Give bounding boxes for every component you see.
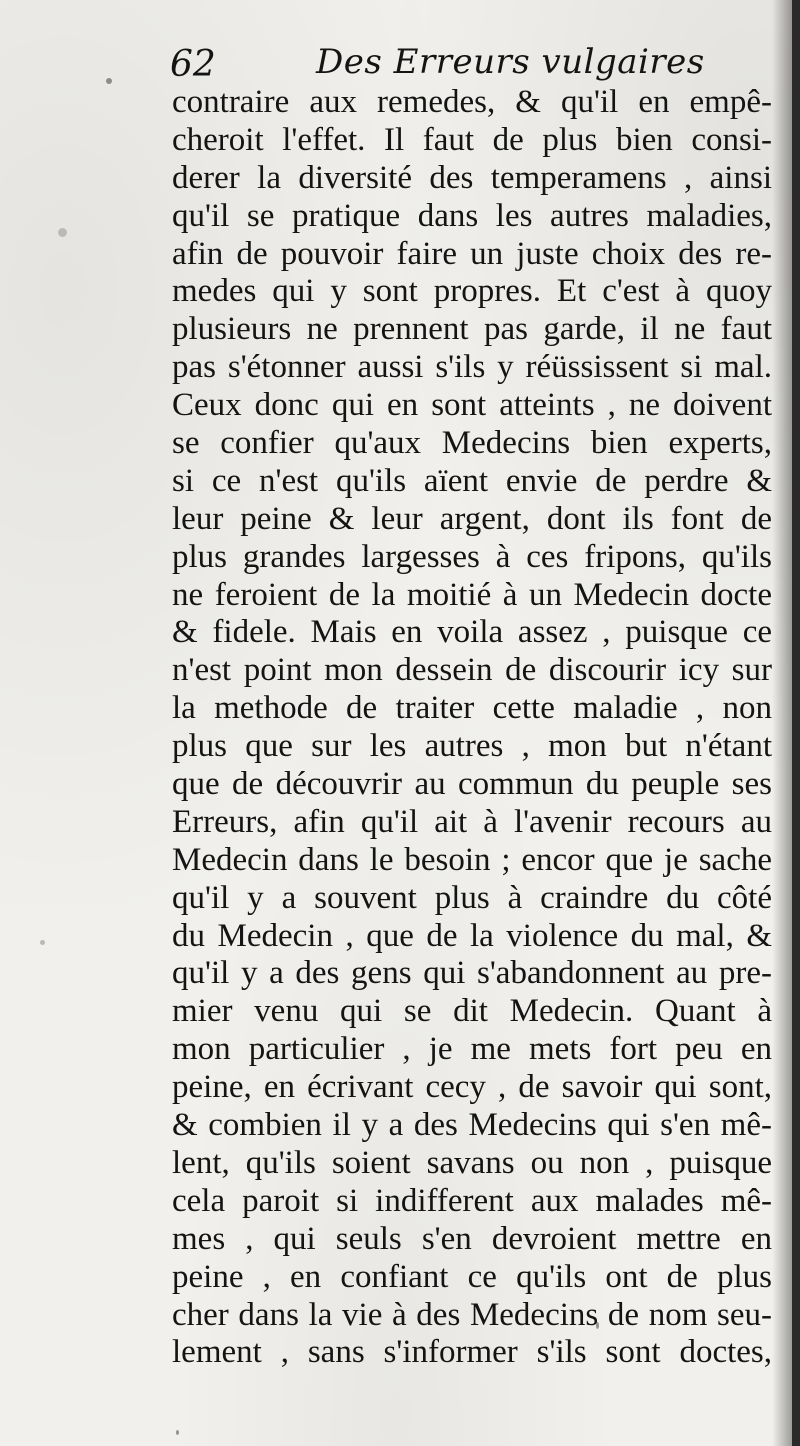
text-line: cheroit l'effet. Il faut de plus bien consi- — [172, 121, 772, 158]
text-line: si ce n'est qu'ils aïent envie de perdre & — [172, 462, 772, 499]
text-line: peine, en écrivant cecy , de savoir qui sont, — [172, 1069, 772, 1106]
text-line: Erreurs, afin qu'il ait à l'avenir recours au — [172, 803, 772, 840]
body-text — [172, 84, 772, 1372]
text-line: qu'il y a des gens qui s'abandonnent au pre- — [172, 955, 772, 992]
text-line: peine , en confiant ce qu'ils ont de plus — [172, 1258, 772, 1295]
text-line: n'est point mon dessein de discourir icy sur — [172, 652, 772, 689]
paper-speck — [176, 1430, 179, 1435]
text-line: Ceux donc qui en sont atteints , ne doivent — [172, 387, 772, 424]
text-line: & combien il y a des Medecins qui s'en mê- — [172, 1107, 772, 1144]
page-number: 62 — [170, 44, 216, 85]
text-line: pas s'étonner aussi s'ils y réüssissent si mal. — [172, 349, 772, 386]
text-line: qu'il y a souvent plus à craindre du côté — [172, 879, 772, 916]
text-line: & fidele. Mais en voila assez , puisque ce — [172, 614, 772, 651]
text-line: mier venu qui se dit Medecin. Quant à — [172, 993, 772, 1030]
text-line: afin de pouvoir faire un juste choix des re- — [172, 235, 772, 272]
text-line: plusieurs ne prennent pas garde, il ne faut — [172, 311, 772, 348]
text-line: Medecin dans le besoin ; encor que je sache — [172, 841, 772, 878]
text-line: leur peine & leur argent, dont ils font de — [172, 500, 772, 537]
text-line: mon particulier , je me mets fort peu en — [172, 1031, 772, 1068]
paper-speck — [40, 940, 45, 945]
text-line: du Medecin , que de la violence du mal, & — [172, 917, 772, 954]
text-line: mes , qui seuls s'en devroient mettre en — [172, 1220, 772, 1257]
text-line: plus que sur les autres , mon but n'étant — [172, 728, 772, 765]
paper-speck — [58, 228, 67, 237]
text-line: contraire aux remedes, & qu'il en empê- — [172, 84, 772, 120]
running-title: Des Erreurs vulgaires — [316, 42, 705, 82]
text-line: que de découvrir au commun du peuple ses — [172, 766, 772, 803]
text-line: qu'il se pratique dans les autres maladies, — [172, 197, 772, 234]
text-line: derer la diversité des temperamens , ainsi — [172, 159, 772, 196]
text-line: la methode de traiter cette maladie , non — [172, 690, 772, 727]
paper-speck — [106, 78, 112, 84]
text-line: cher dans la vie à des Medecins de nom seu- — [172, 1296, 772, 1333]
text-line: medes qui y sont propres. Et c'est à quoy — [172, 273, 772, 310]
text-line: lement , sans s'informer s'ils sont doctes, — [172, 1334, 772, 1371]
text-line: plus grandes largesses à ces fripons, qu'ils — [172, 538, 772, 575]
page-edge-shadow — [772, 0, 792, 1446]
paper-speck — [596, 1322, 599, 1329]
text-line: se confier qu'aux Medecins bien experts, — [172, 425, 772, 462]
text-line: cela paroit si indifferent aux malades mê- — [172, 1182, 772, 1219]
text-line: lent, qu'ils soient savans ou non , puisque — [172, 1144, 772, 1181]
text-line: ne feroient de la moitié à un Medecin docte — [172, 576, 772, 613]
